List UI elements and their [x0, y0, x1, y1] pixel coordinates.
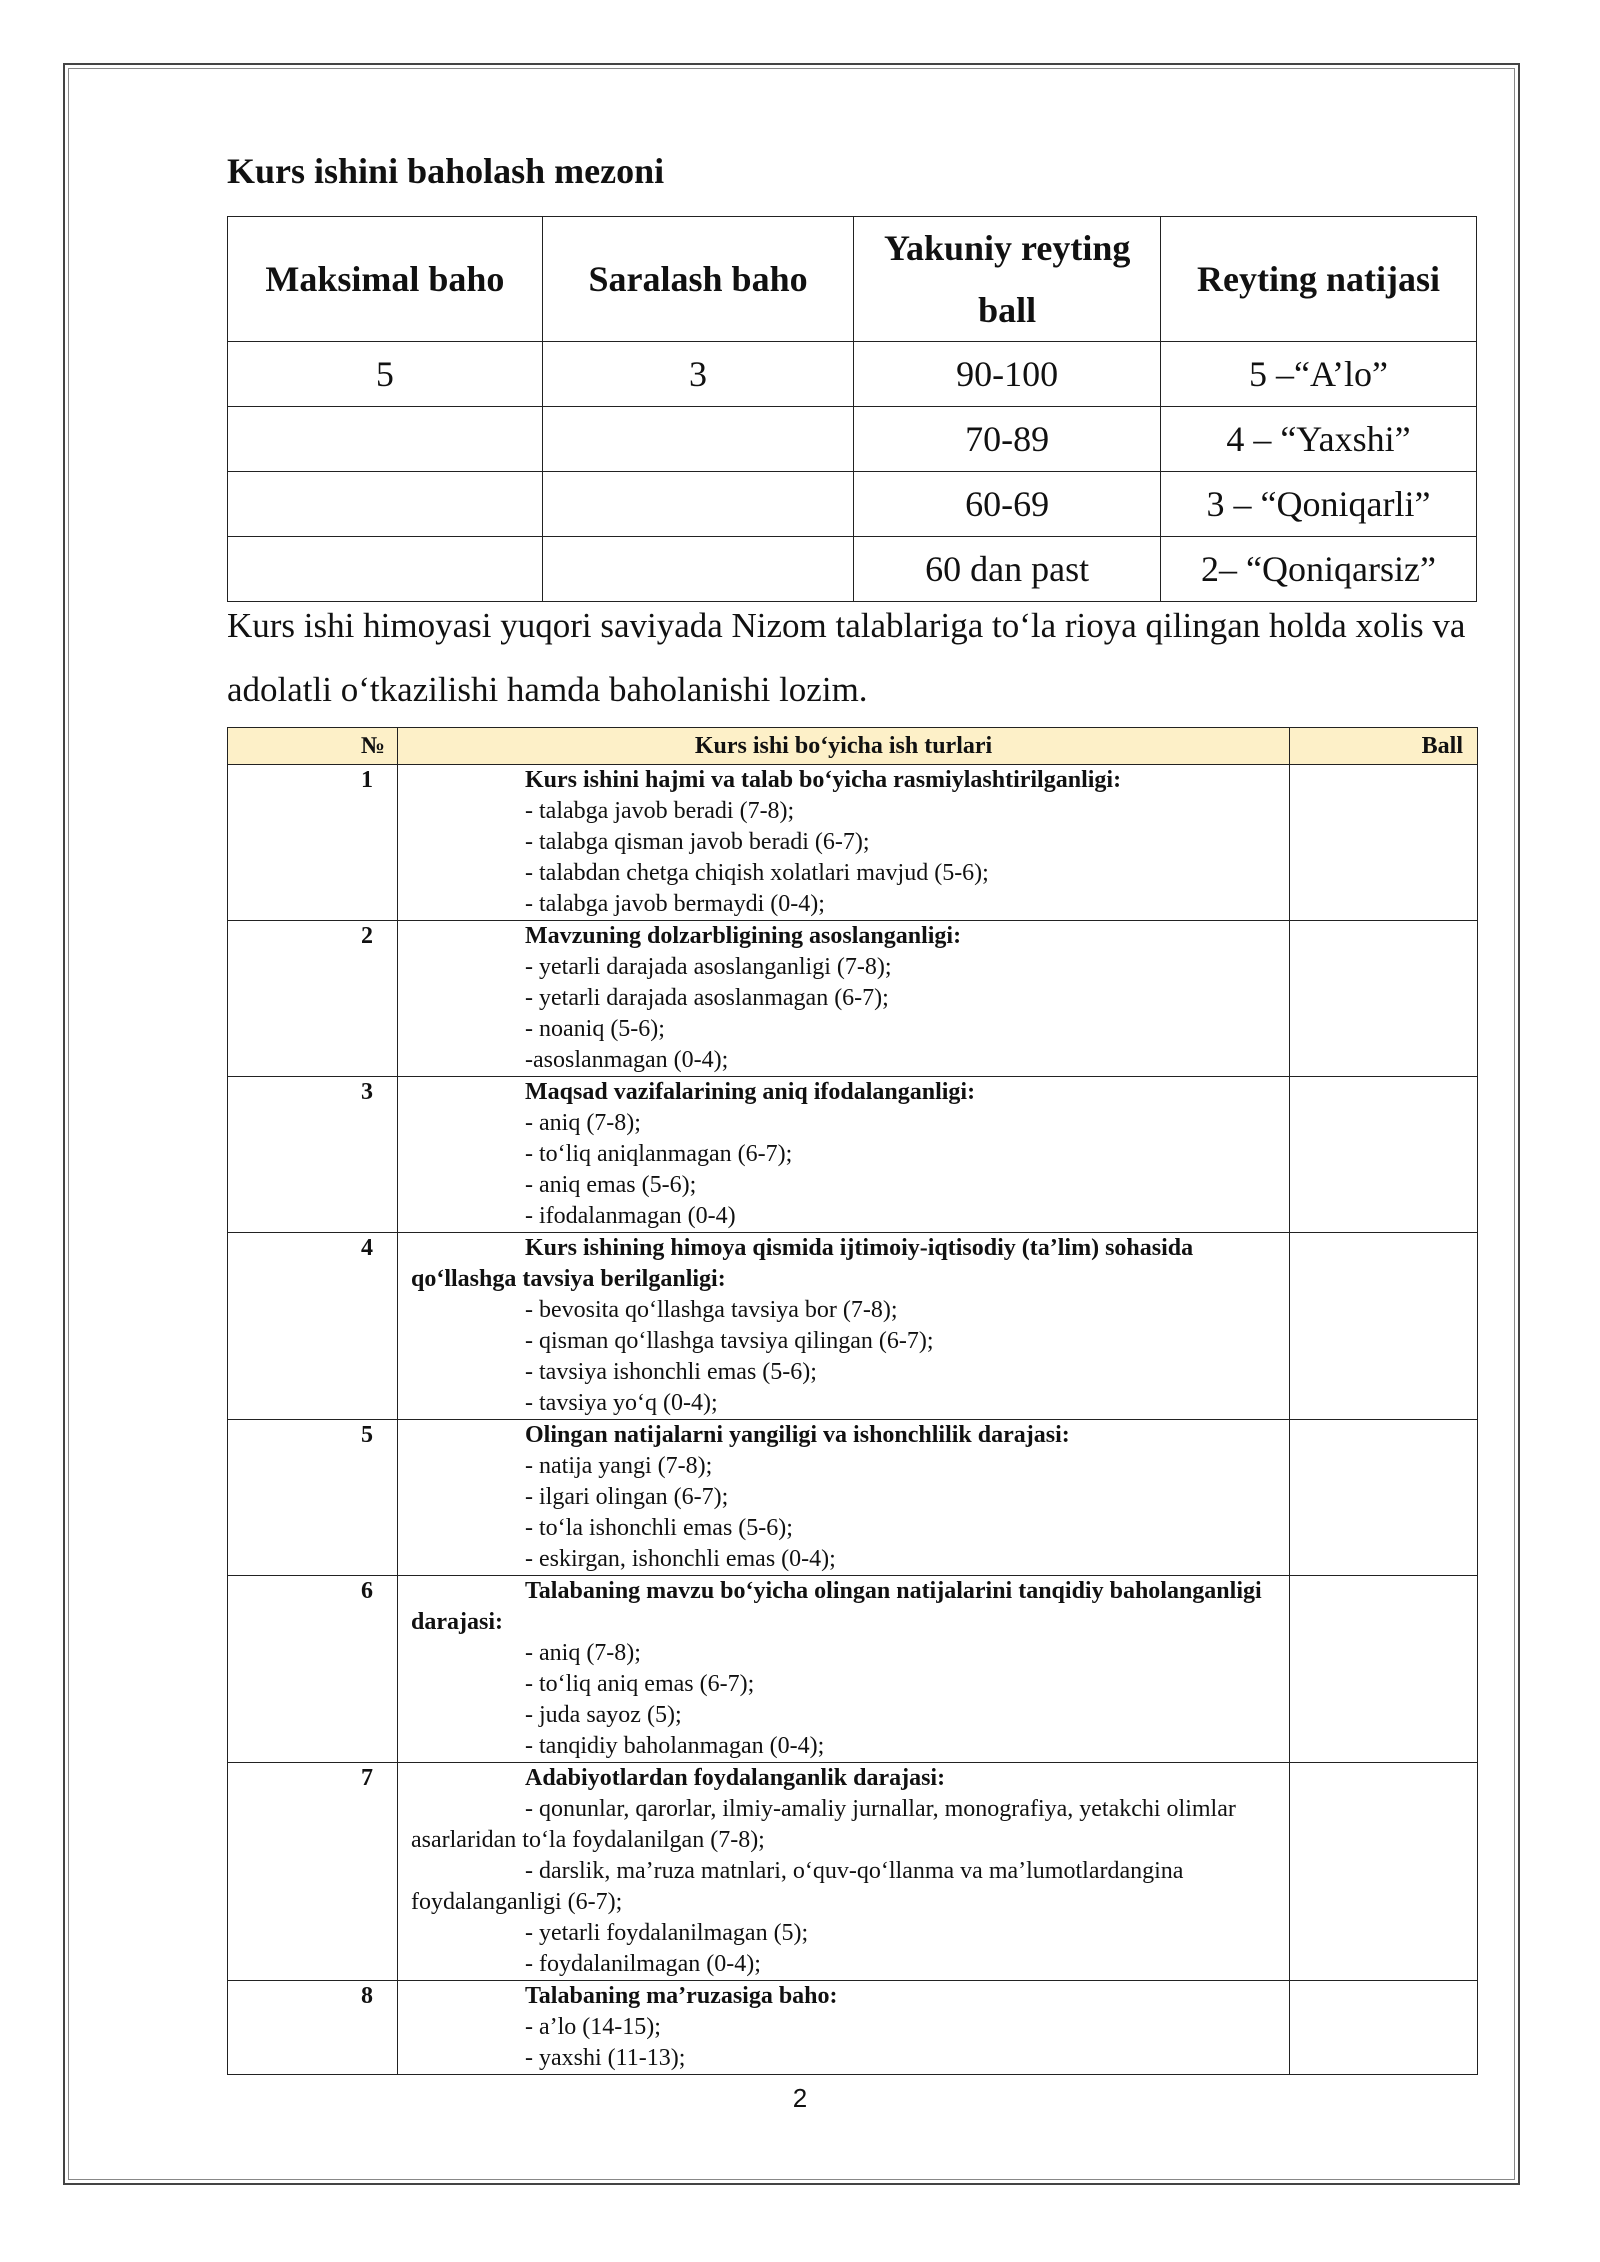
criteria-number: 7: [228, 1763, 398, 1981]
criteria-row: [228, 1981, 1478, 2075]
criteria-option: - to‘liq aniqlanmagan (6-7);: [525, 1141, 793, 1167]
criteria-options: [411, 1108, 1281, 1232]
criteria-row: [228, 1233, 1478, 1420]
criteria-option: - talabga javob bermaydi (0-4);: [525, 891, 825, 917]
grade-header-final-rating: Yakuniy reyting ball: [854, 217, 1161, 342]
page-title: Kurs ishini baholash mezoni: [227, 151, 665, 191]
criteria-description: [398, 1576, 1290, 1763]
criteria-row: [228, 1420, 1478, 1576]
grade-table: [227, 216, 1477, 602]
grade-cell: [228, 537, 543, 602]
criteria-option: - aniq (7-8);: [525, 1640, 641, 1666]
criteria-option: - foydalanilmagan (0-4);: [525, 1951, 761, 1977]
grade-cell: 3: [542, 342, 854, 407]
criteria-ball-cell: [1290, 1233, 1478, 1420]
grade-cell: [228, 472, 543, 537]
criteria-options: [411, 952, 1281, 1076]
criteria-option: - natija yangi (7-8);: [525, 1453, 713, 1479]
criteria-option: - talabga qisman javob beradi (6-7);: [525, 829, 870, 855]
criteria-option: -asoslanmagan (0-4);: [525, 1047, 729, 1073]
grade-cell: 70-89: [854, 407, 1161, 472]
criteria-title: Maqsad vazifalarining aniq ifodalanganligi:: [525, 1079, 976, 1105]
criteria-option: - darslik, ma’ruza matnlari, o‘quv-qo‘llanma va ma’lumotlardangina foydalanganligi (6-7);: [411, 1858, 1184, 1915]
page-number: 2: [792, 2083, 808, 2113]
criteria-ball-cell: [1290, 765, 1478, 921]
criteria-option: - talabdan chetga chiqish xolatlari mavjud (5-6);: [525, 860, 989, 886]
grade-cell: 90-100: [854, 342, 1161, 407]
criteria-title: Talabaning ma’ruzasiga baho:: [525, 1983, 838, 2009]
criteria-ball-cell: [1290, 1077, 1478, 1233]
grade-row: [228, 407, 1477, 472]
grade-header-max: Maksimal baho: [228, 217, 543, 342]
criteria-ball-cell: [1290, 1763, 1478, 1981]
criteria-number: 6: [228, 1576, 398, 1763]
criteria-table: [227, 727, 1478, 2075]
grade-table-header-row: [228, 217, 1477, 342]
criteria-options: [411, 1794, 1281, 1980]
criteria-options: [411, 1295, 1281, 1419]
criteria-description: [398, 1763, 1290, 1981]
criteria-title: Kurs ishini hajmi va talab bo‘yicha rasmiylashtirilganligi:: [525, 767, 1122, 793]
criteria-row: [228, 1763, 1478, 1981]
criteria-title: Talabaning mavzu bo‘yicha olingan natijalarini tanqidiy baholanganligi darajasi:: [411, 1578, 1262, 1635]
grade-row: [228, 472, 1477, 537]
intro-paragraph: Kurs ishi himoyasi yuqori saviyada Nizom talablariga to‘la rioya qilingan holda xolis va adolatli o‘tkazilishi hamda baholanishi lozim.: [227, 606, 1466, 709]
criteria-number: 3: [228, 1077, 398, 1233]
criteria-title: Olingan natijalarni yangiligi va ishonchlilik darajasi:: [525, 1422, 1070, 1448]
criteria-options: [411, 1638, 1281, 1762]
criteria-row: [228, 921, 1478, 1077]
criteria-option: - bevosita qo‘llashga tavsiya bor (7-8);: [525, 1297, 898, 1323]
grade-cell: [542, 537, 854, 602]
criteria-option: - ilgari olingan (6-7);: [525, 1484, 729, 1510]
grade-cell: 4 – “Yaxshi”: [1160, 407, 1476, 472]
grade-cell: 2– “Qoniqarsiz”: [1160, 537, 1476, 602]
criteria-option: - yaxshi (11-13);: [525, 2045, 686, 2071]
criteria-ball-cell: [1290, 1576, 1478, 1763]
criteria-option: - tavsiya yo‘q (0-4);: [525, 1390, 718, 1416]
criteria-option: - qonunlar, qarorlar, ilmiy-amaliy jurnallar, monografiya, yetakchi olimlar asarlaridan to‘la foydalanilgan (7-8);: [411, 1796, 1236, 1853]
criteria-options: [411, 1451, 1281, 1575]
grade-cell: 5 –“A’lo”: [1160, 342, 1476, 407]
grade-cell: 3 – “Qoniqarli”: [1160, 472, 1476, 537]
criteria-option: - tanqidiy baholanmagan (0-4);: [525, 1733, 825, 1759]
criteria-option: - yetarli darajada asoslanganligi (7-8);: [525, 954, 892, 980]
criteria-description: [398, 921, 1290, 1077]
criteria-title: Kurs ishining himoya qismida ijtimoiy-iqtisodiy (ta’lim) sohasida qo‘llashga tavsiya berilganligi:: [411, 1235, 1194, 1292]
criteria-option: - yetarli foydalanilmagan (5);: [525, 1920, 809, 1946]
criteria-row: [228, 1077, 1478, 1233]
criteria-title: Mavzuning dolzarbligining asoslanganligi:: [525, 923, 962, 949]
criteria-number: 2: [228, 921, 398, 1077]
grade-row: [228, 342, 1477, 407]
criteria-option: - talabga javob beradi (7-8);: [525, 798, 795, 824]
criteria-option: - tavsiya ishonchli emas (5-6);: [525, 1359, 817, 1385]
criteria-option: - ifodalanmagan (0-4): [525, 1203, 736, 1229]
criteria-option: - yetarli darajada asoslanmagan (6-7);: [525, 985, 889, 1011]
criteria-description: [398, 1981, 1290, 2075]
grade-cell: [542, 472, 854, 537]
criteria-option: - to‘la ishonchli emas (5-6);: [525, 1515, 793, 1541]
criteria-option: - a’lo (14-15);: [525, 2014, 661, 2040]
grade-cell: 60 dan past: [854, 537, 1161, 602]
criteria-option: - qisman qo‘llashga tavsiya qilingan (6-7);: [525, 1328, 934, 1354]
criteria-description: [398, 1420, 1290, 1576]
criteria-body: [228, 765, 1478, 2075]
grade-cell: 5: [228, 342, 543, 407]
criteria-header-number: №: [228, 728, 398, 765]
grade-header-selection: Saralash baho: [542, 217, 854, 342]
criteria-title: Adabiyotlardan foydalanganlik darajasi:: [525, 1765, 946, 1791]
criteria-options: [411, 2012, 1281, 2074]
grade-row: [228, 537, 1477, 602]
criteria-ball-cell: [1290, 921, 1478, 1077]
criteria-header-work-types: Kurs ishi bo‘yicha ish turlari: [398, 728, 1290, 765]
criteria-row: [228, 1576, 1478, 1763]
criteria-option: - aniq (7-8);: [525, 1110, 641, 1136]
criteria-header-ball: Ball: [1290, 728, 1478, 765]
criteria-description: [398, 1233, 1290, 1420]
criteria-number: 8: [228, 1981, 398, 2075]
criteria-option: - juda sayoz (5);: [525, 1702, 682, 1728]
criteria-row: [228, 765, 1478, 921]
criteria-option: - aniq emas (5-6);: [525, 1172, 697, 1198]
criteria-number: 4: [228, 1233, 398, 1420]
grade-cell: [228, 407, 543, 472]
grade-header-result: Reyting natijasi: [1160, 217, 1476, 342]
criteria-description: [398, 1077, 1290, 1233]
criteria-options: [411, 796, 1281, 920]
criteria-option: - eskirgan, ishonchli emas (0-4);: [525, 1546, 836, 1572]
criteria-option: - to‘liq aniq emas (6-7);: [525, 1671, 755, 1697]
criteria-option: - noaniq (5-6);: [525, 1016, 665, 1042]
criteria-number: 5: [228, 1420, 398, 1576]
criteria-ball-cell: [1290, 1981, 1478, 2075]
grade-cell: 60-69: [854, 472, 1161, 537]
grade-cell: [542, 407, 854, 472]
criteria-header-row: [228, 728, 1478, 765]
criteria-description: [398, 765, 1290, 921]
criteria-number: 1: [228, 765, 398, 921]
criteria-ball-cell: [1290, 1420, 1478, 1576]
